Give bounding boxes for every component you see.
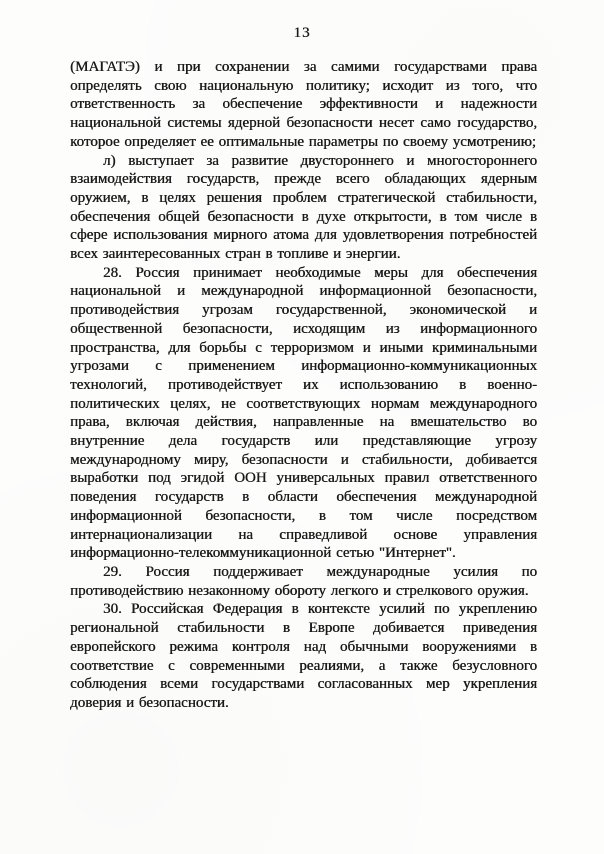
document-body: [70, 58, 537, 713]
paragraph-30: 30. Российская Федерация в контексте усилий по укреплению региональной стабильности в Европе добивается приведения европейского режима контроля над обычными вооружениями в соответствие с современными реалиями, а также безусловного соблюдения всеми государствами согласованных мер укрепления доверия и безопасности.: [70, 601, 537, 711]
paragraph-28: 28. Россия принимает необходимые меры для обеспечения национальной и международной информационной безопасности, противодействия угрозам государственной, экономической и общественной безопасности, исходящим из информационного пространства, для борьбы с терроризмом и иными криминальными угрозами с применением информационно-коммуникационных технологий, противодействует их использованию в военно-политических целях, не соответствующих нормам международного права, включая действия, направленные на вмешательство во внутренние дела государств или представляющие угрозу международному миру, безопасности и стабильности, добивается выработки под эгидой ООН универсальных правил ответственного поведения государств в области обеспечения международной информационной безопасности, в том числе посредством интернационализации на справедливой основе управления информационно-телекоммуникационной сетью "Интернет".: [70, 264, 537, 562]
page-number: 13: [293, 25, 311, 41]
paragraph-continuation-magate: (МАГАТЭ) и при сохранении за самими государствами права определять свою национальную политику; исходит из того, что ответственность за обеспечение эффективности и надежности национальной системы ядерной безопасности несет само государство, которое определяет ее оптимальные параметры по своему усмотрению;: [70, 59, 537, 150]
paragraph-29: 29. Россия поддерживает международные усилия по противодействию незаконному обороту легкого и стрелкового оружия.: [70, 563, 537, 599]
paragraph-item-l: л) выступает за развитие двустороннего и многостороннего взаимодействия государств, прежде всего обладающих ядерным оружием, в целях решения проблем стратегической стабильности, обеспечения общей безопасности в духе открытости, в том числе в сфере использования мирного атома для удовлетворения потребностей всех заинтересованных стран в топливе и энергии.: [70, 152, 537, 263]
